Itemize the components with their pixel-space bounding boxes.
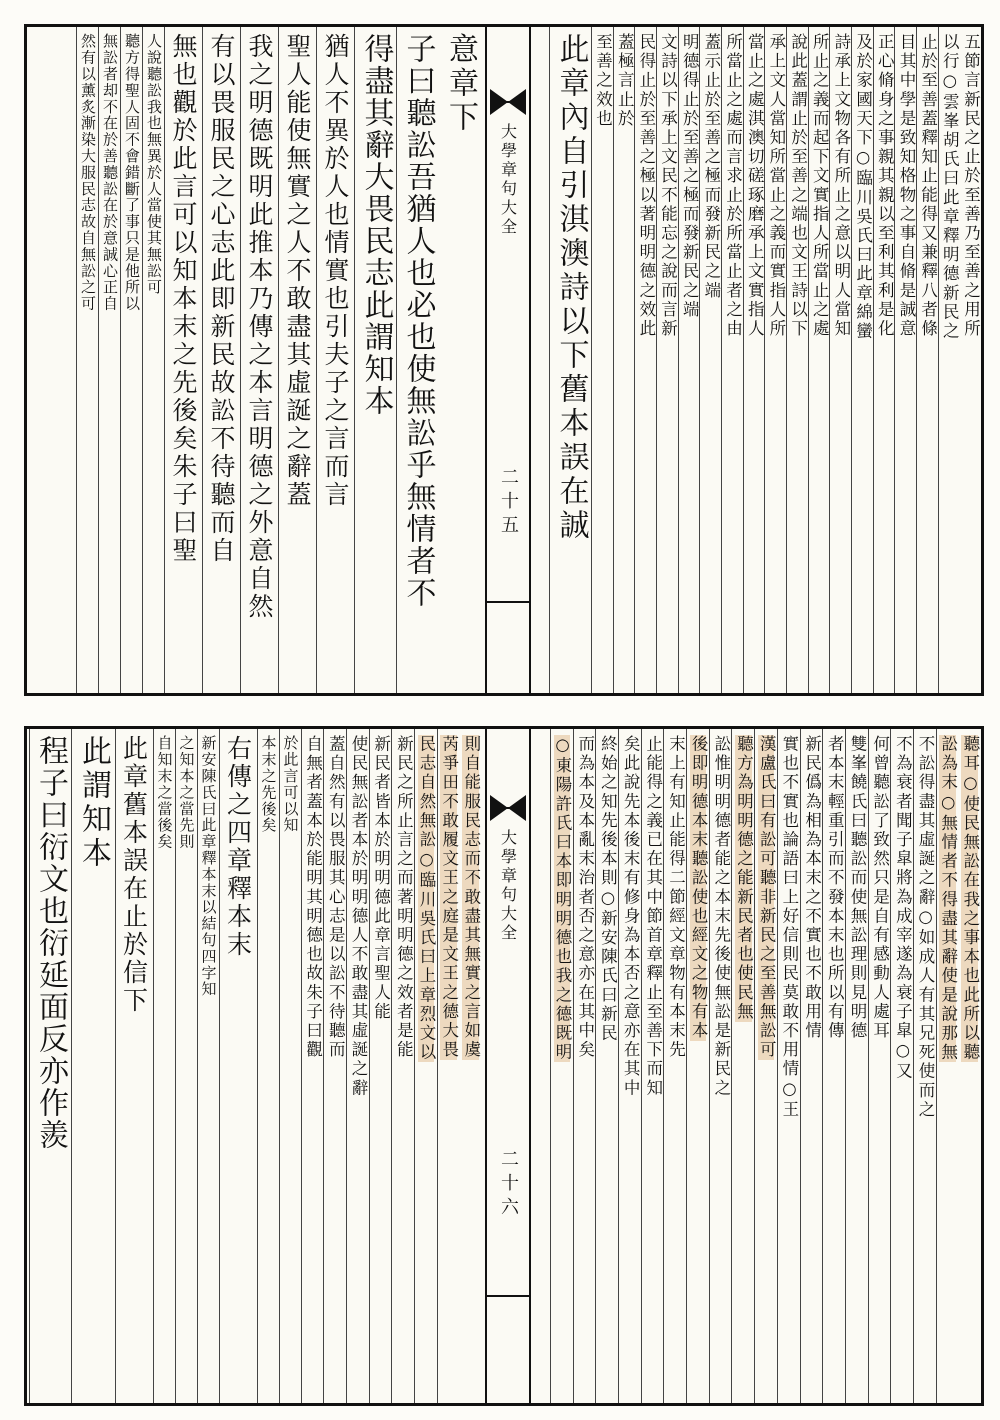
column-text: 猶人不異於人也情實也引夫子之言而言 xyxy=(321,33,350,509)
text-column xyxy=(120,27,142,693)
text-column xyxy=(936,729,959,1403)
upper-page xyxy=(24,24,984,696)
column-text: 然有以薰炙漸染大服民志故自無訟之可 xyxy=(79,33,97,312)
text-column xyxy=(438,27,482,693)
upper-fold-title: 大學章句大全 xyxy=(498,123,518,237)
text-column xyxy=(873,27,895,693)
column-text: 民得止於至善之極以著明明德之效此 xyxy=(636,33,656,339)
text-column xyxy=(777,729,800,1403)
column-text: 何曾聽訟了致然只是自有感動人處耳 xyxy=(870,735,890,1041)
text-column xyxy=(175,729,197,1403)
text-column xyxy=(115,729,153,1403)
column-text: 訟惟明明德者能之本末先後使無訟是新民之 xyxy=(711,735,731,1098)
column-text: 得盡其辭大畏民志此謂知本 xyxy=(358,33,394,417)
column-text: 子曰聽訟吾猶人也必也使無訟乎無情者不 xyxy=(400,33,436,609)
text-column xyxy=(743,27,765,693)
text-column xyxy=(822,729,845,1403)
column-text: 此章舊本誤在止於信下 xyxy=(119,735,149,1015)
column-text: 新民僞為相為本末之不實也不敢用情 xyxy=(802,735,822,1041)
column-text: 目其中學是致知格物之事自脩是誠意 xyxy=(896,33,916,339)
text-column xyxy=(257,729,279,1403)
column-text: 文詩以下承上文民不能忘之說而言新 xyxy=(658,33,678,339)
text-column xyxy=(142,27,164,693)
text-column xyxy=(786,27,808,693)
text-column xyxy=(76,27,98,693)
lower-fold-margin xyxy=(485,729,531,1403)
column-text: 程子曰衍文也衍延面反亦作羨 xyxy=(33,735,68,1151)
column-text: 此謂知本 xyxy=(76,735,111,871)
text-column xyxy=(437,729,460,1403)
column-text: 訟為末○無情者不得盡其辭使是說那無 xyxy=(938,735,958,1063)
column-text: 及於家國天下○臨川吳氏曰此章綿蠻 xyxy=(853,33,873,342)
text-column xyxy=(164,27,202,693)
lower-left-text-block xyxy=(27,729,482,1403)
column-text: 矣此說先本後末有修身為本否之意亦在其中 xyxy=(621,735,641,1098)
column-text: 聖人能使無實之人不敢盡其虛誕之辭蓋 xyxy=(283,33,312,509)
column-text: 則自能服民志而不敢盡其無實之言如虞 xyxy=(461,735,481,1060)
upper-fold-margin xyxy=(485,27,531,693)
text-column xyxy=(699,27,721,693)
column-text: 漢盧氏曰有訟可聽非新民之至善無訟可 xyxy=(757,735,777,1060)
lower-fold-title: 大學章句大全 xyxy=(498,829,518,943)
column-text: 新民者皆本於明明德此章言聖人能 xyxy=(371,735,391,1022)
text-column xyxy=(279,729,301,1403)
column-text: 止能得之義已在其中節首章釋止至善下而知 xyxy=(643,735,663,1098)
text-column xyxy=(656,27,678,693)
text-column xyxy=(641,729,664,1403)
text-column xyxy=(29,729,71,1403)
text-column xyxy=(301,729,324,1403)
upper-left-text-block xyxy=(27,27,482,693)
text-column xyxy=(890,729,913,1403)
lower-fold-page-number: 二十六 xyxy=(498,1149,519,1221)
column-text: 止於至善蓋釋知止能得又兼釋八者條 xyxy=(918,33,938,339)
text-column xyxy=(808,27,830,693)
column-text: 所當止之處而言求止於所當止者之由 xyxy=(723,33,743,339)
column-text: 於此言可以知 xyxy=(281,735,300,834)
column-text: 至善之效也 xyxy=(593,33,613,129)
fish-tail-mark-icon xyxy=(488,87,528,117)
text-column xyxy=(591,27,613,693)
column-text: 右傳之四章釋本末 xyxy=(223,735,253,959)
text-column xyxy=(938,27,960,693)
text-column xyxy=(686,729,709,1403)
text-column xyxy=(764,27,786,693)
text-column xyxy=(800,729,823,1403)
column-text: 聽耳○使民無訟在我之事本也此所以聽 xyxy=(960,735,980,1063)
column-text: 無訟者却不在於善聽訟在於意誠心正自 xyxy=(101,33,119,312)
text-column xyxy=(731,729,754,1403)
text-column xyxy=(391,729,414,1403)
column-text: 承上文人當知所當止之義而實指人所 xyxy=(766,33,786,339)
column-text: 當止之處淇澳切磋琢磨承上文實指人 xyxy=(745,33,765,339)
column-text: 蓋極言止於 xyxy=(615,33,635,129)
text-column xyxy=(202,27,240,693)
column-text: ○東陽許氏曰本即明明德也我之德既明 xyxy=(553,735,573,1063)
column-text: 自知末之當後矣 xyxy=(155,735,174,850)
column-text: 使民無訟者本於明明德人不敢盡其虛誕之辭 xyxy=(348,735,368,1098)
column-text: 說此蓋謂止於至善之端也文王詩以下 xyxy=(788,33,808,339)
text-column xyxy=(219,729,257,1403)
text-column xyxy=(369,729,392,1403)
column-text: 意章下 xyxy=(443,33,478,135)
column-text: 詩承上文物各有所止之意以明人當知 xyxy=(831,33,851,339)
column-text: 聽方得聖人固不會錯斷了事只是他所以 xyxy=(123,33,141,312)
text-column xyxy=(240,27,278,693)
text-column xyxy=(595,729,618,1403)
text-column xyxy=(459,729,482,1403)
text-column xyxy=(754,729,777,1403)
column-text: 以行○雲峯胡氏曰此章釋明德新民之 xyxy=(940,33,960,342)
text-column xyxy=(613,27,635,693)
column-text: 有以畏服民之心志此即新民故訟不待聽而自 xyxy=(207,33,236,565)
column-text: 明德得止於至善之極而發新民之端 xyxy=(680,33,700,320)
column-text: 不為衰者聞子皐將為成宰遂為衰子皐○又 xyxy=(893,735,913,1082)
text-column xyxy=(71,729,115,1403)
text-column xyxy=(153,729,175,1403)
fish-tail-mark-icon xyxy=(488,793,528,823)
column-text: 蓋示止於至善之極而發新民之端 xyxy=(701,33,721,301)
text-column xyxy=(634,27,656,693)
text-column xyxy=(868,729,891,1403)
column-text: 終始之知先後本則○新安陳氏曰新民 xyxy=(598,735,618,1044)
column-text: 後即明德本末聽訟使也經文之物有本 xyxy=(689,735,709,1041)
column-text: 本末之先後矣 xyxy=(259,735,278,834)
column-text: 五節言新民之止於至善乃至善之用所 xyxy=(961,33,981,339)
column-text: 之知本之當先則 xyxy=(177,735,196,850)
column-text: 正心脩身之事親其親以至利其利是化 xyxy=(875,33,895,339)
column-text: 我之明德既明此推本乃傳之本言明德之外意自然 xyxy=(245,33,274,621)
text-column xyxy=(916,27,938,693)
column-text: 而為本及本亂末治者否之意亦在其中矣 xyxy=(575,735,595,1060)
column-text: 新民之所止言之而著明明德之效者是能 xyxy=(394,735,414,1060)
column-text: 此章內自引淇澳詩以下舊本誤在誠 xyxy=(553,33,589,543)
text-column xyxy=(913,729,936,1403)
column-text: 者本末輕重引而不發本末也所以有傳 xyxy=(825,735,845,1041)
upper-fold-page-number: 二十五 xyxy=(498,467,519,539)
column-text: 聽方為明明德之能新民者也使民無 xyxy=(734,735,754,1022)
text-column xyxy=(346,729,369,1403)
column-text: 所止之義而起下文實指人所當止之處 xyxy=(810,33,830,339)
text-column xyxy=(618,729,641,1403)
lower-right-text-block xyxy=(549,729,981,1403)
text-column xyxy=(396,27,438,693)
column-text: 不訟得盡其虛誕之辭○如成人有其兄死使而之 xyxy=(916,735,936,1120)
text-column xyxy=(316,27,354,693)
text-column xyxy=(663,729,686,1403)
column-text: 無也觀於此言可以知本末之先後矣朱子曰聖 xyxy=(169,33,198,565)
column-text: 雙峯饒氏曰聽訟而使無訟理則見明德 xyxy=(847,735,867,1041)
column-text: 芮爭田不敢履文王之庭是文王之德大畏 xyxy=(439,735,459,1060)
text-column xyxy=(573,729,596,1403)
text-column xyxy=(323,729,346,1403)
text-column xyxy=(959,27,981,693)
lower-page xyxy=(24,726,984,1406)
text-column xyxy=(678,27,700,693)
text-column xyxy=(197,729,219,1403)
text-column xyxy=(278,27,316,693)
column-text: 人說聽訟我也無異於人當使其無訟可 xyxy=(145,33,163,296)
column-text: 實也不實也論語曰上好信則民莫敢不用情○王 xyxy=(779,735,799,1120)
column-text: 末上有知止能得二節經文章物有本末先 xyxy=(666,735,686,1060)
text-column xyxy=(721,27,743,693)
column-text: 自無者蓋本於能明其明德也故朱子曰觀 xyxy=(303,735,323,1060)
text-column xyxy=(829,27,851,693)
text-column xyxy=(851,27,873,693)
text-column xyxy=(845,729,868,1403)
column-text: 民志自然無訟○臨川吳氏曰上章烈文以 xyxy=(417,735,437,1063)
text-column xyxy=(709,729,732,1403)
column-text: 蓋自然有以畏服其心志是以訟不待聽而 xyxy=(326,735,346,1060)
text-column xyxy=(550,729,573,1403)
text-column xyxy=(894,27,916,693)
text-column xyxy=(414,729,437,1403)
text-column xyxy=(354,27,396,693)
text-column xyxy=(98,27,120,693)
upper-right-text-block xyxy=(549,27,981,693)
column-text: 新安陳氏曰此章釋本末以結句四字知 xyxy=(199,735,218,998)
text-column xyxy=(958,729,981,1403)
text-column xyxy=(549,27,591,693)
